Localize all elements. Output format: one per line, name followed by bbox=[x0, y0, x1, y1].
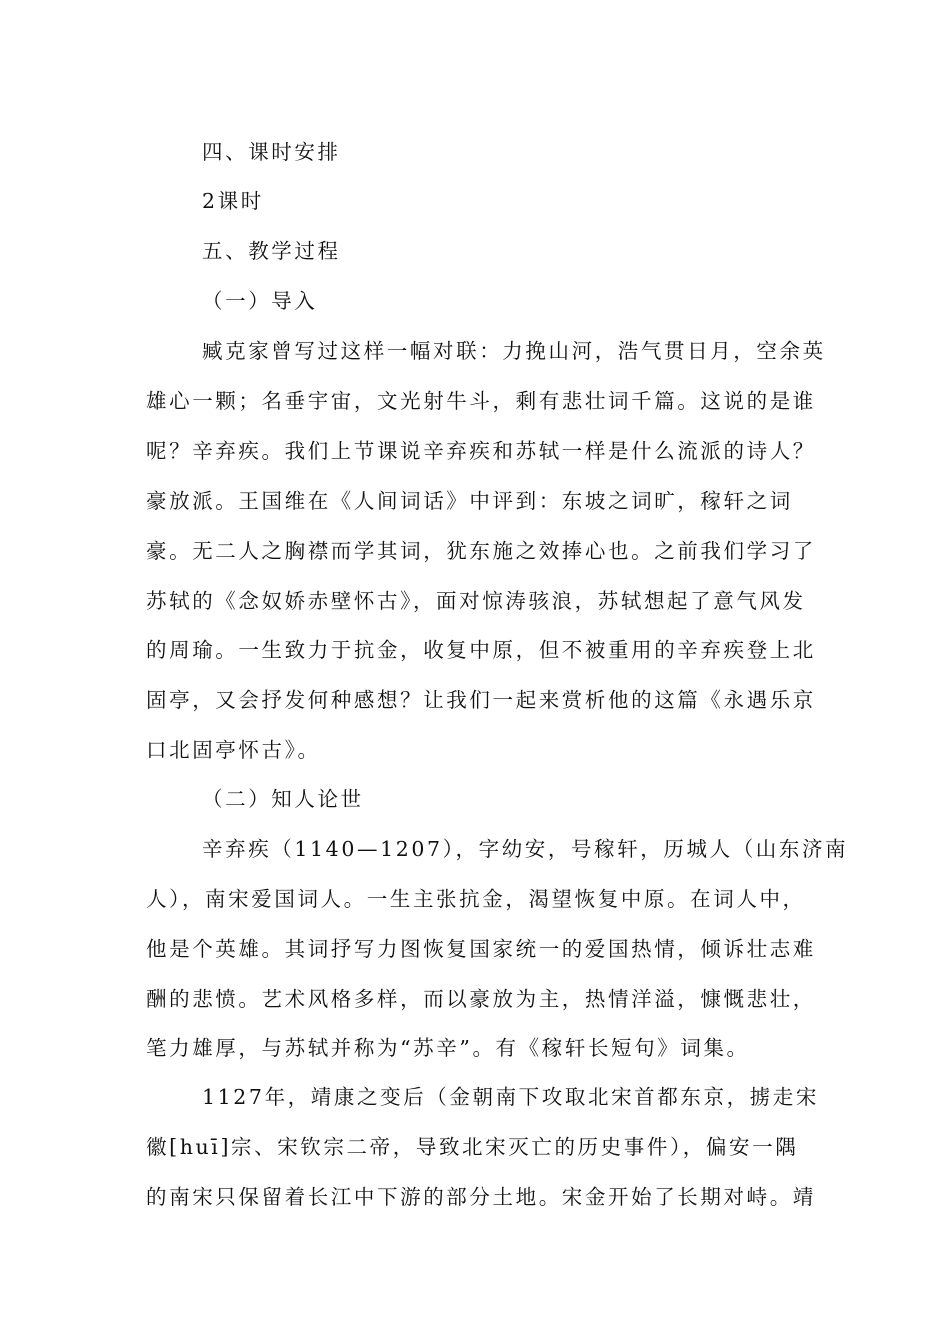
heading-teaching-process: 五、教学过程 bbox=[202, 239, 341, 263]
paragraph-line: 的南宋只保留着长江中下游的部分土地。宋金开始了长期对峙。靖 bbox=[146, 1185, 816, 1209]
paragraph-line: 苏轼的《念奴娇赤壁怀古》，面对惊涛骇浪，苏轼想起了意气风发 bbox=[146, 589, 806, 613]
paragraph-line: 呢？辛弃疾。我们上节课说辛弃疾和苏轼一样是什么流派的诗人？ bbox=[146, 439, 816, 463]
paragraph-line: 雄心一颗；名垂宇宙，文光射牛斗，剩有悲壮词千篇。这说的是谁 bbox=[146, 389, 816, 413]
heading-class-schedule: 四、课时安排 bbox=[202, 140, 341, 164]
class-schedule-value: 2课时 bbox=[202, 189, 264, 213]
subheading-introduction: （一）导入 bbox=[202, 289, 318, 313]
paragraph-line: 固亭，又会抒发何种感想？让我们一起来赏析他的这篇《永遇乐京 bbox=[146, 688, 816, 712]
paragraph-line: 辛弃疾（1140—1207），字幼安，号稼轩，历城人（山东济南 bbox=[202, 837, 849, 861]
paragraph-line: 笔力雄厚，与苏轼并称为“苏辛”。有《稼轩长短句》词集。 bbox=[146, 1036, 750, 1060]
paragraph-line: 口北固亭怀古》。 bbox=[146, 738, 321, 762]
paragraph-line: 人），南宋爱国词人。一生主张抗金，渴望恢复中原。在词人中， bbox=[146, 887, 806, 911]
paragraph-line: 1127年，靖康之变后（金朝南下攻取北宋首都东京，掳走宋 bbox=[202, 1085, 819, 1109]
subheading-author-background: （二）知人论世 bbox=[202, 787, 364, 811]
paragraph-line: 豪放派。王国维在《人间词话》中评到：东坡之词旷，稼轩之词 bbox=[146, 489, 793, 513]
paragraph-line: 酬的悲愤。艺术风格多样，而以豪放为主，热情洋溢，慷慨悲壮， bbox=[146, 987, 816, 1011]
paragraph-line: 臧克家曾写过这样一幅对联：力挽山河，浩气贯日月，空余英 bbox=[202, 339, 826, 363]
paragraph-line: 他是个英雄。其词抒写力图恢复国家统一的爱国热情，倾诉壮志难 bbox=[146, 937, 816, 961]
paragraph-line: 的周瑜。一生致力于抗金，收复中原，但不被重用的辛弃疾登上北 bbox=[146, 638, 816, 662]
paragraph-line: 徽[huī]宗、宋钦宗二帝，导致北宋灭亡的历史事件），偏安一隅 bbox=[146, 1135, 799, 1159]
paragraph-line: 豪。无二人之胸襟而学其词，犹东施之效捧心也。之前我们学习了 bbox=[146, 539, 816, 563]
